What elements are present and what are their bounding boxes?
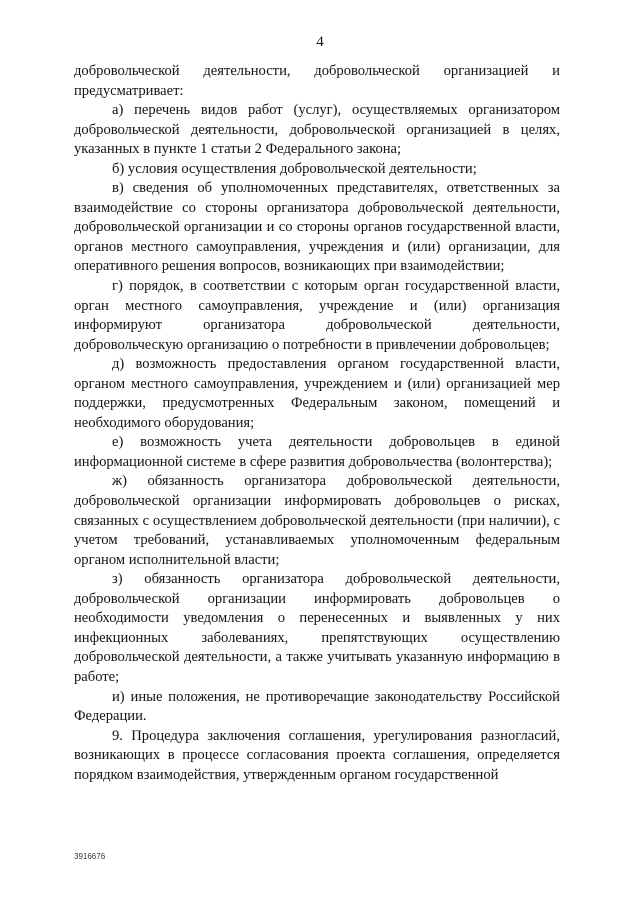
paragraph-item-e: е) возможность учета деятельности добровольцев в единой информационной системе в сфере развития добровольчества (волонтерства); [74,434,560,470]
paragraph-item-z: з) обязанность организатора добровольческой деятельности, добровольческой организации информировать добровольцев о необходимости уведомления о перенесенных и выявленных у них инфекционных заболеваниях, препятствующих осуществлению добровольческой деятельности, а также учитывать указанную информацию в работе; [74,571,560,685]
document-code: 3916676 [74,852,106,861]
paragraph-continuation: добровольческой деятельности, добровольческой организацией и предусматривает: [74,63,560,99]
document-body [74,62,560,785]
paragraph-item-zh: ж) обязанность организатора добровольческой деятельности, добровольческой организации информировать добровольцев о рисках, связанных с осуществлением добровольческой деятельности (при наличии), с учетом требований, устанавливаемых уполномоченным федеральным органом исполнительной власти; [74,473,560,568]
paragraph-item-g: г) порядок, в соответствии с которым орган государственной власти, орган местного самоуправления, учреждение и (или) организация информируют организатора добровольческой деятельности, добровольческую организацию о потребности в привлечении добровольцев; [74,278,560,353]
paragraph-item-v: в) сведения об уполномоченных представителях, ответственных за взаимодействие со стороны организатора добровольческой деятельности, добровольческой организации и со стороны органов государственной власти, органов местного самоуправления, учреждения и (или) организации, для оперативного решения вопросов, возникающих при взаимодействии; [74,180,560,275]
paragraph-item-b: б) условия осуществления добровольческой деятельности; [112,160,477,177]
paragraph-item-i: и) иные положения, не противоречащие законодательству Российской Федерации. [74,688,560,725]
paragraph-item-a: а) перечень видов работ (услуг), осуществляемых организатором добровольческой деятельности, добровольческой организацией в целях, указанных в пункте 1 статьи 2 Федерального закона; [74,102,560,158]
page-number: 4 [316,34,324,50]
paragraph-item-d: д) возможность предоставления органом государственной власти, органом местного самоуправления, учреждением и (или) организацией мер поддержки, предусмотренных Федеральным законом, помещений и необходимого оборудования; [74,356,560,431]
paragraph-section-9: 9. Процедура заключения соглашения, урегулирования разногласий, возникающих в процессе согласования проекта соглашения, определяется порядком взаимодействия, утвержденным органом государственной [74,727,560,783]
